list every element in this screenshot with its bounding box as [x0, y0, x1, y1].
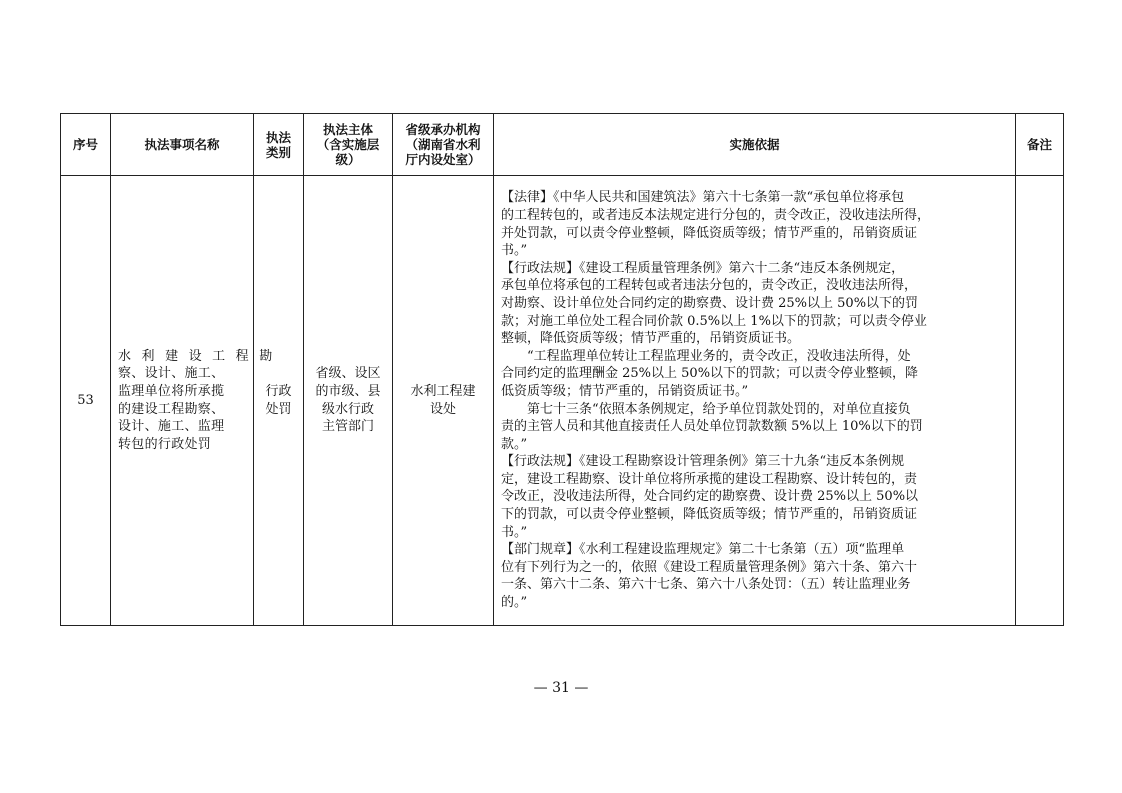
- header-provincial-org: [393, 114, 494, 176]
- enforcement-table: [60, 113, 1064, 626]
- basis-line: 【行政法规】《建设工程勘察设计管理条例》第三十九条“违反本条例规: [501, 454, 905, 470]
- header-basis: 实施依据: [494, 114, 1016, 176]
- item-name-line: 监理单位将所承揽: [118, 383, 225, 399]
- row-provincial-org: [393, 176, 494, 626]
- header-item-name: 执法事项名称: [111, 114, 254, 176]
- basis-line: 整顿，降低资质等级；情节严重的，吊销资质证书。: [501, 331, 801, 347]
- header-category-line: 类别: [265, 144, 291, 160]
- header-row: [61, 114, 1064, 176]
- row-remarks: [1016, 176, 1064, 626]
- basis-line: 并处罚款，可以责令停业整顿，降低资质等级；情节严重的，吊销资质证: [501, 225, 918, 241]
- basis-line: 责的主管人员和其他直接责任人员处单位罚款数额 5%以上 10%以下的罚: [501, 419, 923, 435]
- header-subject-line: 级）: [335, 152, 361, 167]
- item-name-line: 设计、施工、监理: [118, 419, 225, 435]
- basis-line: 合同约定的监理酬金 25%以上 50%以下的罚款；可以责令停业整顿，降: [501, 366, 919, 382]
- org-line: 水利工程建: [410, 383, 476, 399]
- basis-line: 下的罚款，可以责令停业整顿，降低资质等级；情节严重的，吊销资质证: [501, 507, 918, 523]
- header-org-line: 省级承办机构: [405, 122, 481, 137]
- header-subject-line: （含实施层: [316, 137, 380, 152]
- item-name-line: 的建设工程勘察、: [118, 401, 225, 417]
- basis-line: 令改正，没收违法所得，处合同约定的勘察费、设计费 25%以上 50%以: [501, 489, 919, 505]
- header-org-line: 厅内设处室）: [405, 152, 481, 167]
- header-subject: [304, 114, 393, 176]
- basis-line: 【法律】《中华人民共和国建筑法》第六十七条第一款“承包单位将承包: [501, 190, 905, 206]
- row-category: [254, 176, 304, 626]
- header-subject-line: 执法主体: [322, 122, 373, 137]
- basis-line: 承包单位将承包的工程转包或者违法分包的，责令改正，没收违法所得，: [501, 278, 918, 294]
- row-subject: [304, 176, 393, 626]
- basis-line: “工程监理单位转让工程监理业务的，责令改正，没收违法所得，处: [501, 348, 911, 364]
- basis-line: 书。”: [501, 524, 528, 540]
- basis-line: 【行政法规】《建设工程质量管理条例》第六十二条“违反本条例规定，: [501, 260, 905, 276]
- page-number: — 31 —: [533, 680, 589, 696]
- basis-line: 一条、第六十二条、第六十七条、第六十八条处罚：（五）转让监理业务: [501, 577, 911, 593]
- basis-line: 低资质等级；情节严重的，吊销资质证书。”: [501, 383, 749, 399]
- header-remarks: 备注: [1016, 114, 1064, 176]
- row-basis: [494, 176, 1016, 626]
- category-line: 处罚: [265, 401, 292, 417]
- subject-line: 级水行政: [321, 401, 374, 417]
- header-category-line: 执法: [265, 129, 291, 145]
- row-seq: 53: [61, 176, 111, 626]
- basis-line: 款；对施工单位处工程合同价款 0.5%以上 1%以下的罚款；可以责令停业: [501, 313, 927, 329]
- row-item-name: [111, 176, 276, 626]
- basis-line: 定，建设工程勘察、设计单位将所承揽的建设工程勘察、设计转包的，责: [501, 471, 918, 487]
- item-name-line: 水 利 建 设 工 程 勘: [118, 348, 276, 364]
- basis-line: 书。”: [501, 243, 528, 259]
- basis-line: 【部门规章】《水利工程建设监理规定》第二十七条第（五）项“监理单: [501, 542, 905, 558]
- basis-line: 第七十三条“依照本条例规定，给予单位罚款处罚的，对单位直接负: [501, 401, 911, 417]
- basis-line: 位有下列行为之一的，依照《建设工程质量管理条例》第六十条、第六十: [501, 559, 918, 575]
- basis-line: 款。”: [501, 436, 528, 452]
- item-name-line: 转包的行政处罚: [118, 436, 212, 452]
- subject-line: 主管部门: [321, 419, 374, 435]
- basis-line: 的工程转包的，或者违反本法规定进行分包的，责令改正，没收违法所得，: [501, 207, 931, 223]
- header-category: [254, 114, 304, 176]
- basis-line: 对勘察、设计单位处合同约定的勘察费、设计费 25%以上 50%以下的罚: [501, 295, 919, 311]
- header-seq: 序号: [61, 114, 111, 176]
- header-org-line: （湖南省水利: [405, 137, 481, 152]
- category-line: 行政: [265, 383, 292, 399]
- subject-line: 的市级、县: [315, 383, 381, 399]
- subject-line: 省级、设区: [315, 366, 381, 382]
- org-line: 设处: [429, 401, 456, 417]
- basis-line: 的。”: [501, 595, 528, 611]
- basis-text: [501, 189, 1010, 611]
- table-row: [61, 176, 1064, 626]
- item-name-line: 察、设计、施工、: [118, 366, 225, 382]
